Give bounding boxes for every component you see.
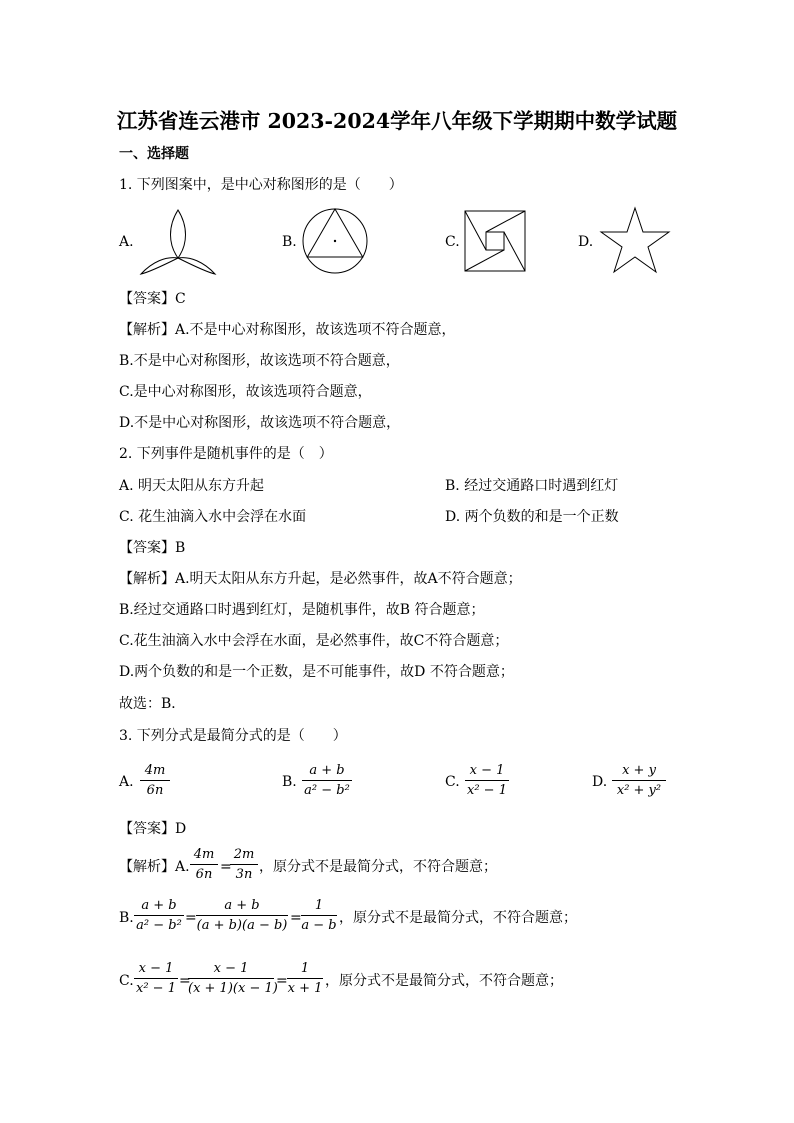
denominator: 6n: [146, 783, 164, 798]
three-petal-figure: [138, 206, 218, 278]
numerator: 2m: [233, 847, 255, 862]
pinwheel-square-figure: [464, 210, 526, 272]
q1-analysis-line: C.是中心对称图形，故该选项符合题意，: [119, 384, 372, 400]
numerator: x − 1: [213, 961, 249, 976]
q3-option-b-fraction: [302, 762, 352, 799]
denominator: a − b: [301, 918, 337, 933]
section-heading: 一、选择题: [119, 146, 189, 162]
q2-option-b: B. 经过交通路口时遇到红灯: [445, 478, 619, 494]
q2-analysis-line: C.花生油滴入水中会浮在水面，是必然事件，故C不符合题意；: [119, 633, 509, 649]
denominator: a² − b²: [136, 918, 182, 933]
q3-analysis-c-fraction-3: [287, 960, 323, 997]
q3-option-a-label: A.: [119, 774, 134, 790]
denominator: (x + 1)(x − 1): [188, 981, 278, 996]
q3-analysis-b-fraction-1: [134, 897, 184, 934]
numerator: a + b: [141, 898, 177, 913]
q3-analysis-b-prefix: B.: [119, 910, 134, 926]
q3-option-d-fraction: [612, 762, 666, 799]
q1-option-b-label: B.: [282, 234, 297, 250]
q1-analysis-line: 【解析】A.不是中心对称图形，故该选项不符合题意，: [119, 322, 456, 338]
q2-analysis-line: 【解析】A.明天太阳从东方升起，是必然事件，故A不符合题意；: [119, 571, 522, 587]
denominator: x + 1: [287, 981, 323, 996]
q1-answer: 【答案】C: [119, 291, 186, 307]
numerator: x − 1: [469, 763, 505, 778]
q3-analysis-b-fraction-2: [196, 897, 288, 934]
circle-triangle-figure: [301, 207, 369, 275]
denominator: x² + y²: [616, 783, 662, 798]
denominator: a² − b²: [304, 783, 350, 798]
q2-analysis-line: 故选：B．: [119, 696, 186, 712]
q3-option-c-label: C.: [445, 774, 460, 790]
q2-option-d: D. 两个负数的和是一个正数: [445, 509, 619, 525]
q3-option-b-label: B.: [282, 774, 297, 790]
denominator: x² − 1: [467, 783, 507, 798]
numerator: 1: [314, 898, 324, 913]
q3-analysis-a-text: ，原分式不是最简分式，不符合题意；: [259, 859, 497, 875]
numerator: a + b: [309, 763, 345, 778]
question-2-stem: 2. 下列事件是随机事件的是（ ）: [119, 446, 333, 462]
denominator: 6n: [195, 867, 213, 882]
equals-sign: =: [179, 973, 191, 989]
q2-analysis-line: D.两个负数的和是一个正数，是不可能事件，故D 不符合题意；: [119, 664, 514, 680]
q3-analysis-c-prefix: C.: [119, 973, 134, 989]
q3-analysis-a-fraction-2: [230, 846, 258, 883]
q1-option-c-label: C.: [445, 234, 460, 250]
q3-analysis-b-text: ，原分式不是最简分式，不符合题意；: [339, 910, 577, 926]
q3-answer: 【答案】D: [119, 821, 187, 837]
q3-analysis-c-text: ，原分式不是最简分式，不符合题意；: [325, 973, 563, 989]
numerator: 4m: [144, 763, 166, 778]
denominator: x² − 1: [136, 981, 176, 996]
question-1-stem: 1. 下列图案中，是中心对称图形的是（ ）: [119, 177, 403, 193]
q2-answer: 【答案】B: [119, 540, 186, 556]
q1-option-a-label: A.: [119, 234, 134, 250]
equals-sign: =: [220, 859, 232, 875]
question-3-stem: 3. 下列分式是最简分式的是（ ）: [119, 728, 347, 744]
equals-sign: =: [185, 910, 197, 926]
q1-analysis-line: B.不是中心对称图形，故该选项不符合题意，: [119, 353, 400, 369]
q3-analysis-a-fraction-1: [190, 846, 218, 883]
numerator: x − 1: [138, 961, 174, 976]
numerator: a + b: [224, 898, 260, 913]
denominator: (a + b)(a − b): [196, 918, 288, 933]
equals-sign: =: [290, 910, 302, 926]
q3-analysis-a-prefix: 【解析】A.: [119, 859, 190, 875]
page-title: 江苏省连云港市 2023-2024学年八年级下学期期中数学试题: [116, 109, 678, 133]
q2-analysis-line: B.经过交通路口时遇到红灯，是随机事件，故B 符合题意；: [119, 602, 485, 618]
q3-analysis-c-fraction-2: [188, 960, 278, 997]
q3-option-d-label: D.: [592, 774, 608, 790]
numerator: x + y: [622, 763, 656, 778]
q3-analysis-b-fraction-3: [301, 897, 337, 934]
denominator: 3n: [235, 867, 253, 882]
q2-option-a: A. 明天太阳从东方升起: [119, 478, 265, 494]
q1-analysis-line: D.不是中心对称图形，故该选项不符合题意，: [119, 415, 401, 431]
q3-option-c-fraction: [465, 762, 509, 799]
q2-option-c: C. 花生油滴入水中会浮在水面: [119, 509, 307, 525]
numerator: 1: [300, 961, 310, 976]
equals-sign: =: [276, 973, 288, 989]
q3-analysis-c-fraction-1: [134, 960, 178, 997]
star-figure: [599, 206, 671, 276]
q3-option-a-fraction: [140, 762, 170, 799]
numerator: 4m: [193, 847, 215, 862]
q1-option-d-label: D.: [578, 234, 594, 250]
